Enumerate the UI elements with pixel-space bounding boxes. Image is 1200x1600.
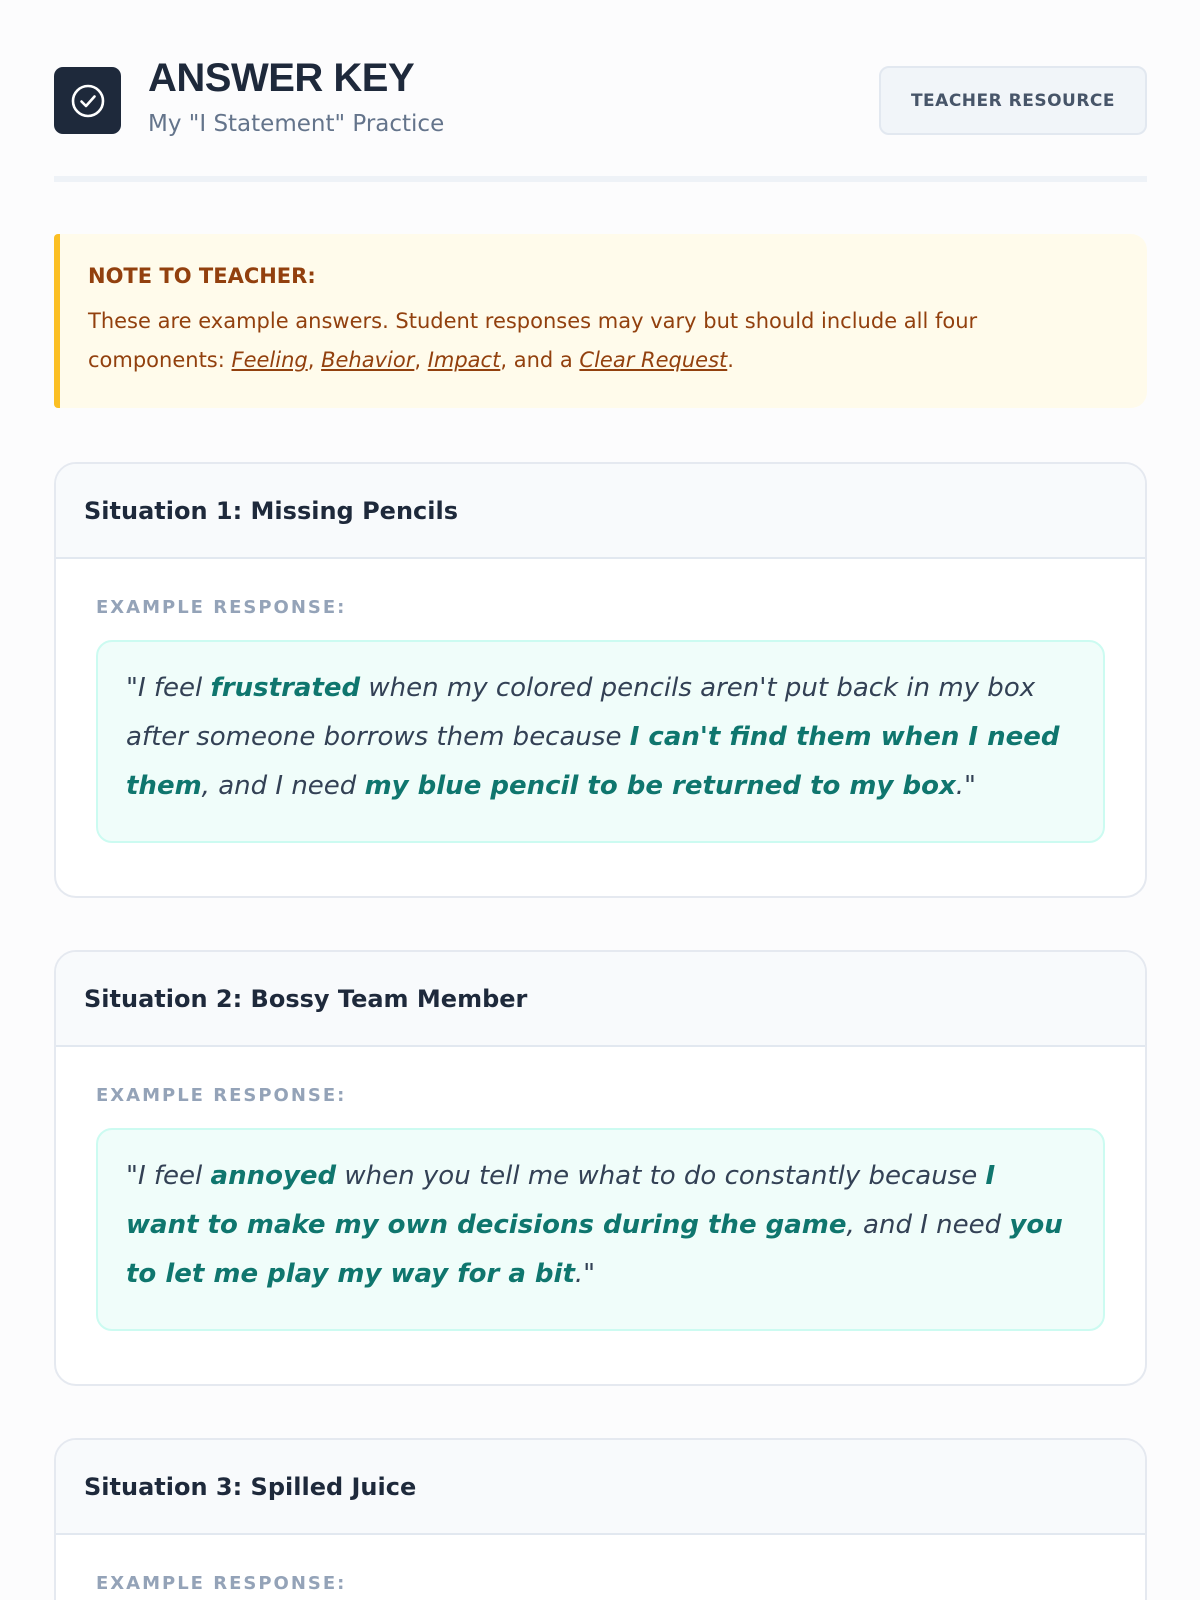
response-text: when you tell me what to do constantly because (336, 1161, 986, 1191)
note-body: These are example answers. Student responses may vary but should include all four components: Feeling, Behavior, Impact, and a Clear Request. (88, 309, 978, 372)
response-text: , and I need (846, 1210, 1010, 1240)
response-key-phrase: I can't find them when I need them (126, 722, 1060, 801)
page-title: ANSWER KEY (148, 56, 415, 100)
page-subtitle: My "I Statement" Practice (148, 111, 445, 137)
response-text: ." (574, 1259, 596, 1289)
example-response-label: EXAMPLE RESPONSE: (96, 1085, 347, 1106)
situation-card (54, 950, 1147, 1386)
situation-title: Situation 2: Bossy Team Member (56, 952, 1145, 1047)
response-text: ." (955, 771, 976, 801)
response-key-phrase: annoyed (210, 1161, 337, 1191)
teacher-resource-badge: TEACHER RESOURCE (879, 66, 1147, 135)
component-feeling: Feeling (231, 348, 308, 372)
response-text: , and I need (201, 771, 365, 801)
component-behavior: Behavior (321, 348, 415, 372)
answer-key-page (54, 0, 1147, 1594)
situation-card (54, 462, 1147, 898)
example-response-label: EXAMPLE RESPONSE: (96, 1573, 347, 1594)
response-key-phrase: you to let me play my way for a bit (126, 1210, 1063, 1289)
response-text: "I feel (126, 673, 211, 703)
check-circle-icon (54, 67, 121, 134)
response-text: when my colored pencils aren't put back in my box after someone borrows them because (126, 673, 1036, 752)
response-key-phrase: my blue pencil to be returned to my box (364, 771, 956, 801)
teacher-note (54, 234, 1147, 408)
response-key-phrase: frustrated (210, 673, 361, 703)
example-response (96, 640, 1105, 843)
response-text: "I feel (126, 1161, 211, 1191)
component-clear-request: Clear Request (579, 348, 728, 372)
situation-title: Situation 1: Missing Pencils (56, 464, 1145, 559)
response-key-phrase: I want to make my own decisions during the game (126, 1161, 996, 1240)
component-impact: Impact (427, 348, 501, 372)
situation-card (54, 1438, 1147, 1600)
page-header (54, 0, 1147, 182)
example-response-label: EXAMPLE RESPONSE: (96, 597, 347, 618)
note-text: These are example answers. Student responses may vary but should include all four components: (88, 309, 978, 372)
example-response (96, 1128, 1105, 1331)
situation-title: Situation 3: Spilled Juice (56, 1440, 1145, 1535)
note-title: NOTE TO TEACHER: (88, 264, 316, 288)
